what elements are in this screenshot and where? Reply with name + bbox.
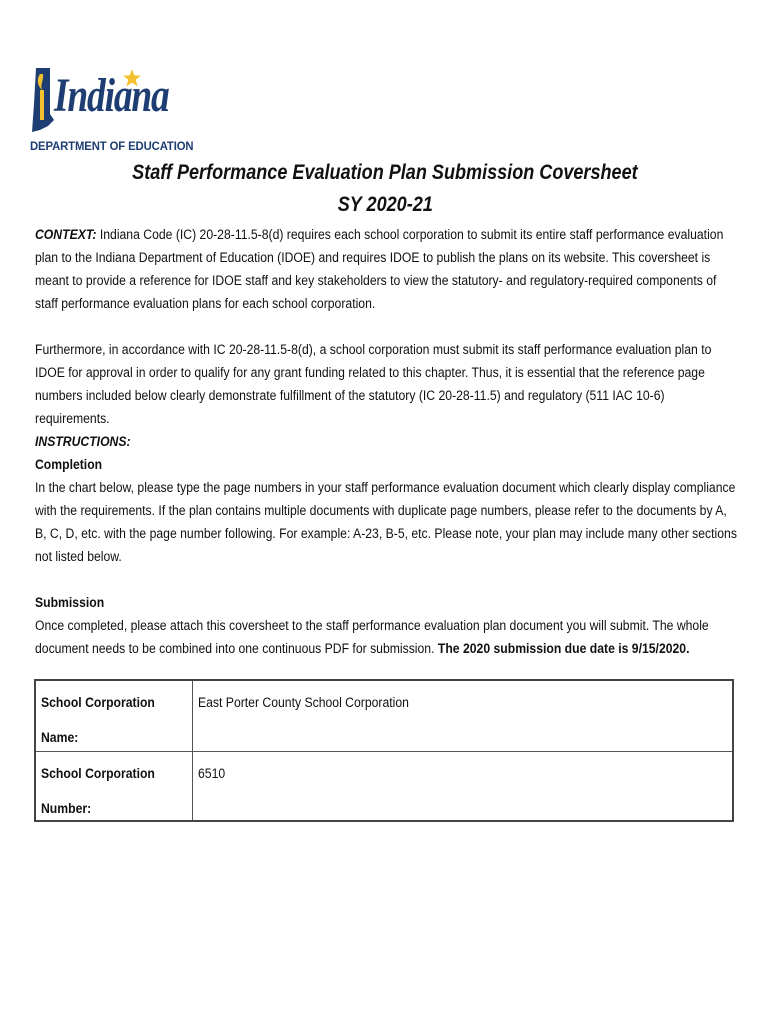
context-label: CONTEXT: [35,227,97,243]
instructions-heading: INSTRUCTIONS: [35,434,131,450]
completion-heading: Completion [35,457,103,473]
corporation-name-value: East Porter County School Corporation [198,695,409,711]
corporation-name-label-2: Name: [41,730,79,746]
submission-body: Once completed, please attach this coversheet to the staff performance evaluation plan document you will submit. The whole document needs to be combined into one continuous PDF for submission. [35,618,709,657]
corporation-number-label: School Corporation [41,765,155,782]
completion-paragraph: In the chart below, please type the page numbers in your staff performance evaluation document which clearly display compliance with the requirements. If the plan contains multiple documents with duplicate page numbers, please refer to the documents by A, B, C, D, etc. with the page number following. For example: A-23, B-5, etc. Please note, your plan may include many other sections not listed below. [35,480,737,565]
corporation-name-label: School Corporation [41,695,155,711]
table-row [35,751,733,821]
context-paragraph [35,224,724,316]
submission-heading: Submission [35,595,105,611]
school-year-title: SY 2020-21 [337,193,433,216]
submission-paragraph [35,615,709,661]
corporation-number-value: 6510 [198,765,226,782]
indiana-doe-logo [30,64,194,156]
corporation-number-label-cell [35,751,193,821]
corporation-number-field[interactable] [193,751,734,821]
context-paragraph-2: Furthermore, in accordance with IC 20-28-11.5-8(d), a school corporation must submit its staff performance evaluation plan to IDOE for approval in order to qualify for any grant funding related to this chapter. Thus, it is essential that the reference page numbers included below clearly demonstrate fulfillment of the statutory (IC 20-28-11.5) and regulatory (511 IAC 10-6) requirements. [35,342,712,427]
table-row [35,680,733,751]
submission-due-date: The 2020 submission due date is 9/15/2020. [437,641,690,657]
corporation-info-table [34,679,734,822]
corporation-name-label-cell [35,680,193,751]
context-body: Indiana Code (IC) 20-28-11.5-8(d) requires each school corporation to submit its entire staff performance evaluation plan to the Indiana Department of Education (IDOE) and requires IDOE to publish the plans on its website. This coversheet is meant to provide a reference for IDOE staff and key stakeholders to view the statutory- and regulatory-required components of staff performance evaluation plans for each school corporation. [35,227,724,312]
logo-wordmark: Indiana [54,69,169,122]
document-title: Staff Performance Evaluation Plan Submission Coversheet [132,161,638,184]
logo-subtitle: DEPARTMENT OF EDUCATION [30,139,194,153]
corporation-number-label-2: Number: [41,800,92,817]
corporation-name-field[interactable] [193,680,734,751]
